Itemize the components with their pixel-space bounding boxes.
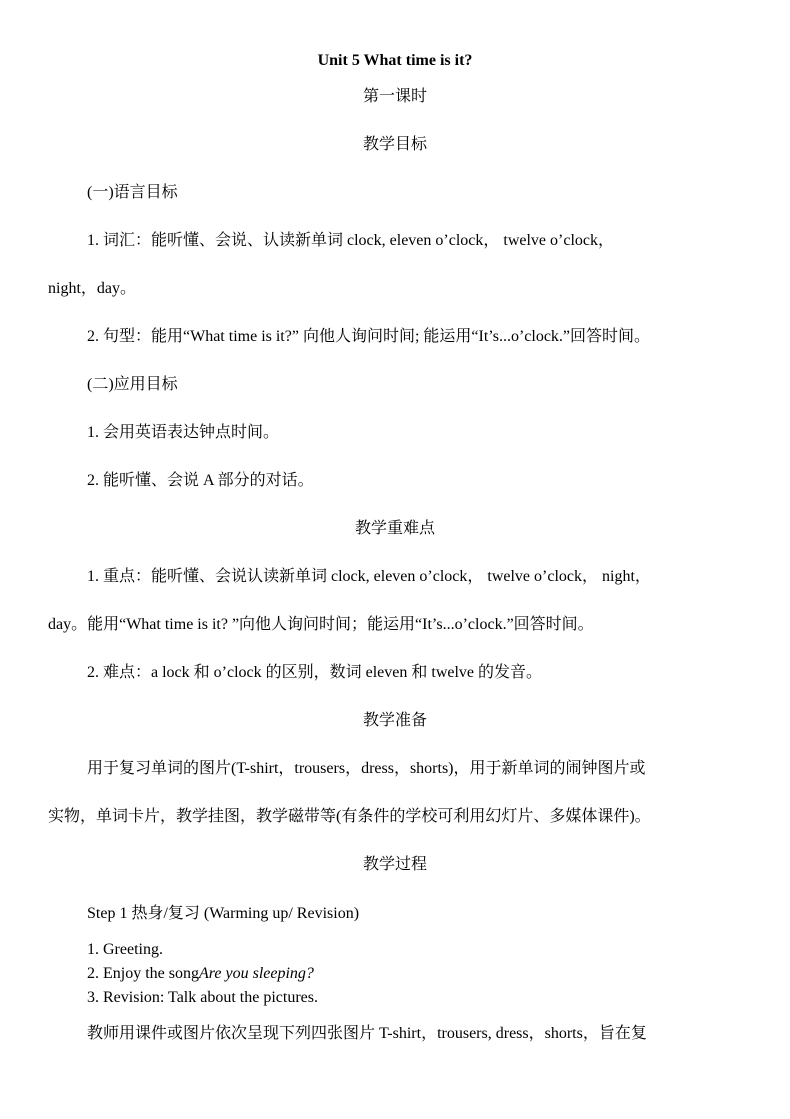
document-title: Unit 5 What time is it? [317,52,473,69]
step1-item-2 [87,964,314,984]
key-point-1-line1: 1. 重点：能听懂、会说认读新单词 clock, eleven o’clock， twelve o’clock， night， [87,568,651,585]
song-title: Are you sleeping? [199,965,314,982]
lesson-label: 第一课时 [362,88,427,105]
application-goal-1: 1. 会用英语表达钟点时间。 [87,424,280,441]
preparation-line1: 用于复习单词的图片(T-shirt，trousers，dress，shorts)，用于新单词的闹钟图片或 [87,760,646,777]
section-heading-key-points: 教学重难点 [354,520,435,537]
application-goal-2: 2. 能听懂、会说 A 部分的对话。 [87,472,314,489]
subheading-application-goals: (二)应用目标 [87,376,178,393]
key-point-2: 2. 难点：a lock 和 o’clock 的区别，数词 eleven 和 twelve 的发音。 [87,664,543,681]
section-heading-preparation: 教学准备 [362,712,427,729]
step1-item-1: 1. Greeting. [87,941,163,958]
subheading-language-goals: (一)语言目标 [87,184,178,201]
step1-note: 教师用课件或图片依次呈现下列四张图片 T-shirt，trousers, dress，shorts，旨在复 [87,1025,647,1042]
step1-item-2-text: 2. Enjoy the song [87,965,199,982]
step1-item-3: 3. Revision: Talk about the pictures. [87,989,318,1006]
language-goal-1-line2: night，day。 [48,280,136,297]
section-heading-objectives: 教学目标 [362,136,427,153]
key-point-1-line2: day。能用“What time is it? ”向他人询问时间；能运用“It’s...o’clock.”回答时间。 [48,616,594,633]
step1-heading: Step 1 热身/复习 (Warming up/ Revision) [87,905,360,922]
language-goal-1-line1: 1. 词汇：能听懂、会说、认读新单词 clock, eleven o’clock， twelve o’clock， [87,232,615,249]
preparation-line2: 实物，单词卡片，教学挂图，教学磁带等(有条件的学校可利用幻灯片、多媒体课件)。 [48,808,651,825]
language-goal-2: 2. 句型：能用“What time is it?” 向他人询问时间; 能运用“It’s...o’clock.”回答时间。 [87,328,651,345]
section-heading-process: 教学过程 [362,856,427,873]
